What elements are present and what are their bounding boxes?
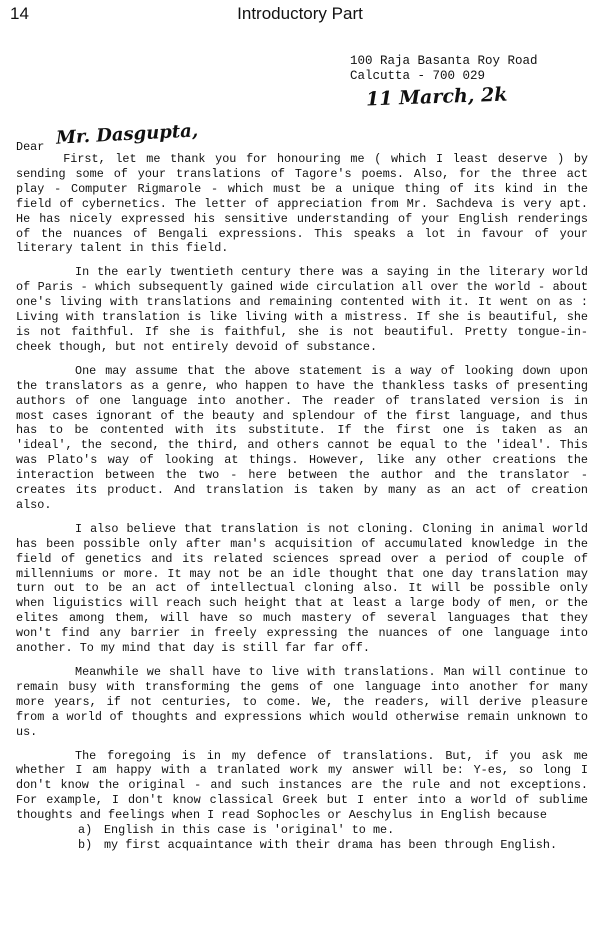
page-number: 14 [10,4,29,23]
running-title: Introductory Part [237,4,363,23]
paragraph: In the early twentieth century there was a saying in the literary world of Paris - which subsequently gained wide circulation all over the world - about one's living with translations and remaining contented with it. It went on as : Living with translation is like living with a mistress. If she is beautiful, she is not faithful. If she is faithful, she is not beautiful. Pretty tongue-in-cheek though, but not entirely devoid of substance. [16,265,588,354]
reason-list [16,823,588,853]
salutation-word: Dear [16,140,45,154]
list-item-text: English in this case is 'original' to me. [103,823,395,838]
handwritten-recipient-name: Mr. Dasgupta, [55,120,199,149]
sender-address [350,54,538,84]
list-item-text: my first acquaintance with their drama has been through English. [103,837,558,852]
list-marker: a) [78,823,93,838]
list-item [78,838,588,853]
salutation [16,120,588,154]
paragraph: One may assume that the above statement is a way of looking down upon the translators as a genre, who happen to have the thankless tasks of presenting authors of one language into another. The reader of translated version is in most cases ignorant of the beauty and splendour of the first language, and thus has to be contented with its substitute. If the first one is taken as an 'ideal', the second, the third, and others cannot be equal to the 'ideal'. This was Plato's way of looking at things. However, like any other creations the interaction between the two - here between the author and the translator - creates its product. And translation is taken by many as an act of creation also. [16,363,588,512]
page-header [10,4,590,28]
list-marker: b) [78,837,93,852]
address-line-2: Calcutta - 700 029 [350,69,486,83]
list-item [78,823,588,838]
paragraph: First, let me thank you for honouring me ( which I least deserve ) by sending some of your translations of Tagore's poems. Also, for the three act play - Computer Rigmarole - which must be a unique thing of its kind in the field of cybernetics. The letter of appreciation from Mr. Sachdeva is very apt. He has nicely expressed his sensitive understanding of your English renderings of the nuances of Bengali expressions. This speaks a lot in favour of your literary talent in this field. [16,152,588,256]
address-line-1: 100 Raja Basanta Roy Road [350,54,538,68]
paragraph: I also believe that translation is not cloning. Cloning in animal world has been possible only after man's acquisition of accumulated knowledge in the field of genetics and its related sciences spread over a period of couple of millenniums or more. It may not be an idle thought that one day translation may turn out to be an act of intellectual cloning also. It will be possible only when liguistics will reach such height that at least a large body of men, or the elites among them, will have so much mastery of several languages that they won't find any barrier in freely expressing the nuances of one language into another. To my mind that day is still far far off. [16,521,588,656]
letter-body [16,120,588,853]
paragraph: Meanwhile we shall have to live with translations. Man will continue to remain busy with transforming the gems of one language into another for many more years, if not centuries, to come. We, the readers, will derive pleasure from a world of thoughts and expressions which would otherwise remain unknown to us. [16,665,588,739]
paragraph: The foregoing is in my defence of translations. But, if you ask me whether I am happy with a tranlated work my answer will be: Y-es, so long I don't know the original - and such instances are the rule and not exceptions. For example, I don't know classical Greek but I enter into a world of sublime thoughts and feelings when I read Sophocles or Aeschylus in English because [16,748,588,823]
handwritten-date: 11 March, 2k [365,83,508,111]
